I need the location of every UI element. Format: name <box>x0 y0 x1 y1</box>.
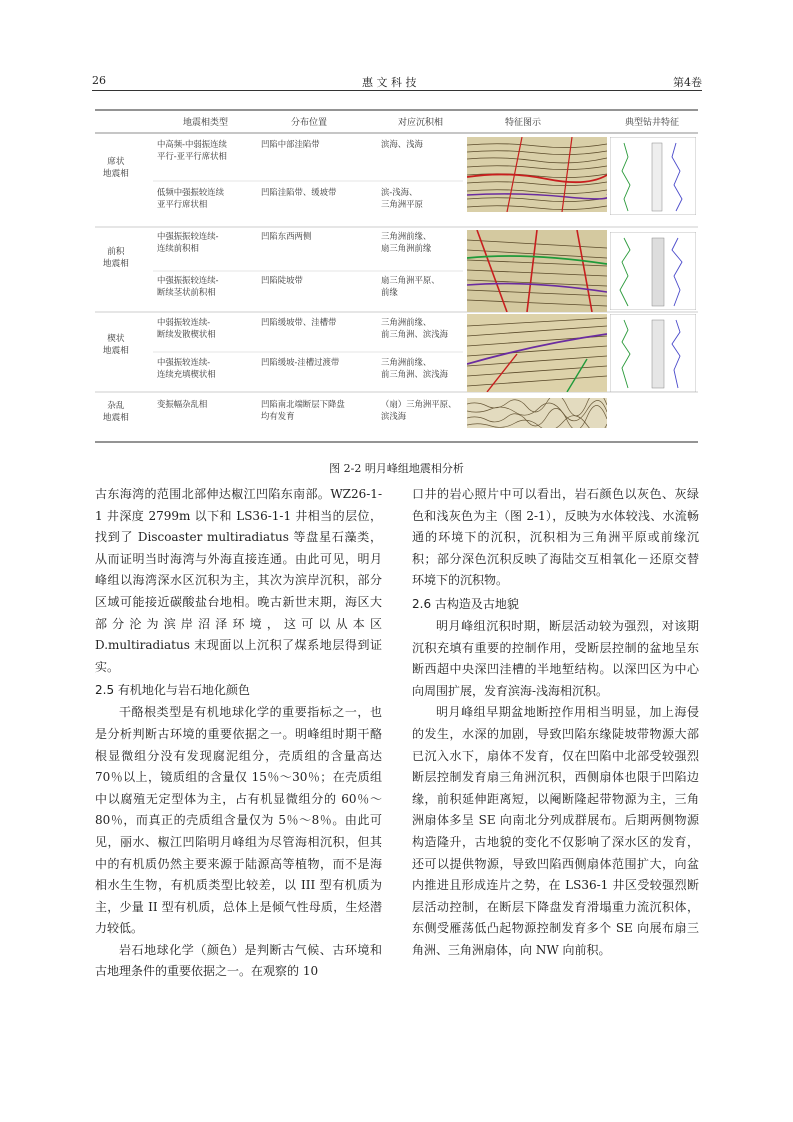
table-column-header: 地震相类型 <box>183 118 229 128</box>
body-paragraph: 明月峰组沉积时期，断层活动较为强烈，对该期沉积充填有重要的控制作用，受断层控制的盆地呈东断西超中央深凹洼槽的半地堑结构。以深凹区为中心向周围扩展，发育滨海-浅海相沉积。 <box>412 618 699 698</box>
body-paragraph: 岩石地球化学（颜色）是判断古气候、古环境和古地理条件的重要依据之一。在观察的 10 <box>95 942 382 979</box>
facies-facies-cell: 滨-浅海、 三角洲平原 <box>381 187 423 209</box>
facies-type-cell: 变振幅杂乱相 <box>157 399 208 409</box>
well-log-panel-1 <box>610 137 696 215</box>
section-heading: 2.5 有机地化与岩石地化颜色 <box>95 683 250 698</box>
volume-label: 第4卷 <box>673 76 702 89</box>
well-log-panel-3 <box>610 314 696 392</box>
well-log-panel-2 <box>610 232 696 310</box>
facies-group-label: 杂乱 地震相 <box>103 401 129 423</box>
facies-facies-cell: （扇）三角洲平原、 滨浅海 <box>381 399 457 421</box>
journal-name: 惠 文 科 技 <box>362 76 417 89</box>
seismic-section-wedge <box>467 314 607 392</box>
facies-facies-cell: 滨海、浅海 <box>381 139 423 149</box>
page-number: 26 <box>92 74 106 87</box>
facies-location-cell: 凹陷缓坡带、洼槽带 <box>261 317 337 327</box>
facies-location-cell: 凹陷中部洼陷带 <box>261 139 320 149</box>
facies-group-label: 楔状 地震相 <box>103 334 129 356</box>
facies-type-cell: 中强振振较连续- 断续茎状前积相 <box>157 275 219 297</box>
facies-type-cell: 中弱振较连续- 断续发散楔状相 <box>157 317 216 339</box>
facies-type-cell: 中强振较连续- 连续充填楔状相 <box>157 357 216 379</box>
table-column-header: 典型钻井特征 <box>625 118 680 128</box>
left-text-column <box>95 484 382 983</box>
facies-facies-cell: 三角洲前缘、 前三角洲、滨浅海 <box>381 317 448 339</box>
table-column-header: 分布位置 <box>291 118 328 128</box>
body-paragraph: 口井的岩心照片中可以看出，岩石颜色以灰色、灰绿色和浅灰色为主（图 2-1），反映为水体较浅、水流畅通的环境下的沉积，沉积相为三角洲平原或前缘沉积；部分深色沉积反映了海陆交互相氧化－还原交替环境下的沉积物。 <box>412 487 699 588</box>
running-header <box>92 70 702 91</box>
facies-location-cell: 凹陷东西两侧 <box>261 231 312 241</box>
body-paragraph: 古东海湾的范围北部伸达椒江凹陷东南部。WZ26-1-1 井深度 2799m 以下和 LS36-1-1 井相当的层位，找到了 Discoaster multiradiatus 等盘星石藻类，从而证明当时海湾与外海直接连通。由此可见，明月峰组以海湾深水区沉积为主，其次为滨岸沉积，部分区域可能接近碳酸盐台地相。晚古新世末期，海区大部分沦为滨岸沼泽环境，这可以从本区 D.multiradiatus 末现面以上沉积了煤系地层得到证实。 <box>95 487 382 674</box>
facies-location-cell: 凹陷缓坡-洼槽过渡带 <box>261 357 340 367</box>
facies-location-cell: 凹陷洼陷带、缓坡带 <box>261 187 337 197</box>
section-heading: 2.6 古构造及古地貌 <box>412 596 519 611</box>
body-paragraph: 明月峰组早期盆地断控作用相当明显，加上海侵的发生，水深的加剧，导致凹陷东缘陡坡带物源大部已沉入水下，扇体不发育，仅在凹陷中北部受较强烈断层控制发育扇三角洲沉积，西侧扇体也限于凹陷边缘，前积延伸距离短，以阉断隆起带物源为主，三角洲扇体多呈 SE 向南北分列成群展布。后期两侧物源构造隆升，古地貌的变化不仅影响了深水区的发育，还可以提供物源，导致凹陷西侧扇体范围扩大，向盆内推进且形成连片之势，在 LS36-1 井区受较强烈断层活动控制，在断层下降盘发育滑塌重力流沉积体，东侧受雁荡低凸起物源控制发育多个 SE 向展布扇三角洲、三角洲扇体，向 NW 向前积。 <box>412 705 699 957</box>
facies-facies-cell: 扇三角洲平原、 前缘 <box>381 275 440 297</box>
facies-type-cell: 低频中强振较连续 亚平行席状相 <box>157 187 224 209</box>
table-column-header: 特征图示 <box>505 118 542 128</box>
facies-facies-cell: 三角洲前缘、 扇三角洲前缘 <box>381 231 432 253</box>
seismic-section-progradation <box>467 230 607 312</box>
right-text-column <box>412 484 699 961</box>
figure-caption: 图 2-2 明月峰组地震相分析 <box>329 462 464 475</box>
facies-type-cell: 中强振振较连续- 连续前积相 <box>157 231 219 253</box>
facies-location-cell: 凹陷南北端断层下降盘 均有发育 <box>261 399 345 421</box>
seismic-section-sheet <box>467 137 607 212</box>
facies-group-label: 前积 地震相 <box>103 247 129 269</box>
seismic-section-chaotic <box>467 398 607 428</box>
seismic-facies-table <box>95 109 698 443</box>
table-column-header: 对应沉积相 <box>398 118 444 128</box>
facies-type-cell: 中高频-中弱振连续 平行-亚平行席状相 <box>157 139 227 161</box>
facies-location-cell: 凹陷陡坡带 <box>261 275 303 285</box>
body-paragraph: 干酪根类型是有机地球化学的重要指标之一，也是分析判断古环境的重要依据之一。明峰组时期干酪根显微组分没有发现腐泥组分，壳质组的含量高达 70％以上，镜质组的含量仅 15％～30％；在壳质组中以腐殖无定型体为主，占有机显微组分的 60％～80％，而真正的壳质组含量仅为 5％～8％。由此可见，丽水、椒江凹陷明月峰组为尽管海相沉积，但其中的有机质仍然主要来源于陆源高等植物，而不是海相水生生物，有机质类型比较差，以 III 型有机质为主，少量 II 型有机质，总体上是倾气性母质，生烃潜力较低。 <box>95 705 382 936</box>
facies-group-label: 席状 地震相 <box>103 157 129 179</box>
facies-facies-cell: 三角洲前缘、 前三角洲、滨浅海 <box>381 357 448 379</box>
